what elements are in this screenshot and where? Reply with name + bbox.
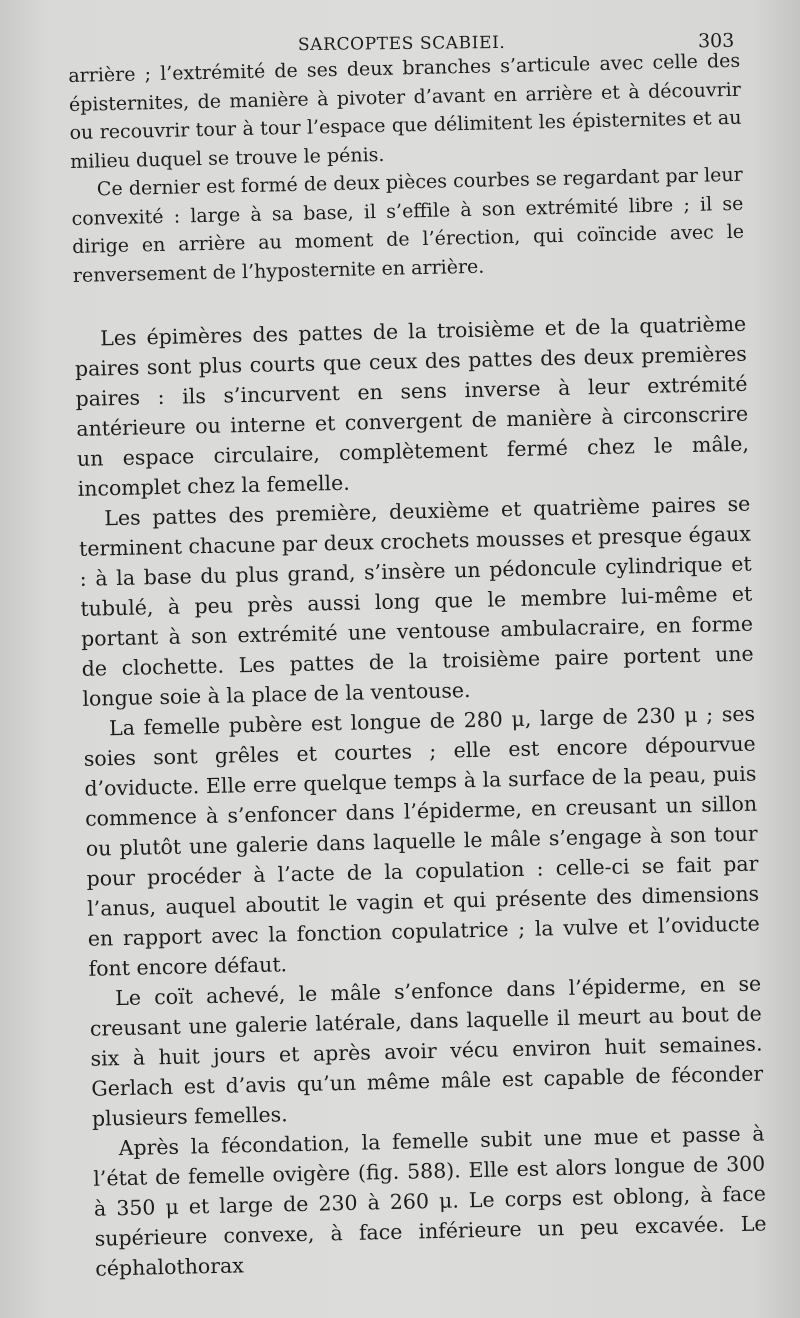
paragraph-coit: Le coït achevé, le mâle s’enfonce dans l’épiderme, en se creusant une galerie latérale, dans laquelle il meurt au bout de six à huit jours et après avoir vécu environ huit semaines. Gerlach est d’avis qu’un même mâle est capable de féconder plusieurs femelles. — [89, 971, 764, 1131]
paragraph-femelle-pubere: La femelle pubère est longue de 280 μ, large de 230 μ ; ses soies sont grêles et courtes ; elle est encore dépourvue d’oviducte. Elle erre quelque temps à la surface de la peau, puis commence à s’enfoncer dans l’épiderme, en creusant un sillon ou plutôt une galerie dans laquelle le mâle s’engage à son tour pour procéder à l’acte de la copulation : celle-ci se fait par l’anus, auquel aboutit le vagin et qui présente des dimensions en rapport avec la fonction copulatrice ; la vulve et l’oviducte font encore défaut. — [83, 701, 760, 981]
paragraph-epimeres: Les épimères des pattes de la troisième et de la quatrième paires sont plus courts que ceux des pattes des deux premières paires : ils s’incurvent en sens inverse à leur extrémité antérieure ou interne et convergent de manière à circonscrire un espace circulaire, complètement fermé chez le mâle, incomplet chez la femelle. — [74, 311, 750, 501]
running-title: SARCOPTES SCABIEI. — [297, 32, 506, 56]
paragraph-pattes: Les pattes des première, deuxième et quatrième paires se terminent chacune par deux crochets mousses et presque égaux : à la base du plus grand, s’insère un pédoncule cylindrique et tubulé, à peu près aussi long que le membre lui-même et portant à son extrémité une ventouse ambulacraire, en forme de clochette. Les pattes de la troisième paire portent une longue soie à la place de la ventouse. — [78, 491, 754, 711]
body-text — [68, 47, 768, 1284]
paragraph-continuation: arrière ; l’extrémité de ses deux branches s’articule avec celle des épisternites, de manière à pivoter d’avant en arrière et à découvrir ou recouvrir tour à tour l’espace que délimitent les épisternites et au milieu duquel se trouve le pénis. — [68, 49, 742, 173]
paragraph-penis: Ce dernier est formé de deux pièces courbes se regardant par leur convexité : large à sa base, il s’effile à son extrémité libre ; il se dirige en arrière au moment de l’érection, qui coïncide avec le renversement de l’hyposternite en arrière. — [71, 163, 745, 287]
page-number: 303 — [697, 29, 735, 53]
paragraph-fecondation: Après la fécondation, la femelle subit une mue et passe à l’état de femelle ovigère (fig. 588). Elle est alors longue de 300 à 350 μ et large de 230 à 260 μ. Le corps est oblong, à face supérieure convexe, à face inférieure un peu excavée. Le céphalothorax — [93, 1121, 767, 1281]
